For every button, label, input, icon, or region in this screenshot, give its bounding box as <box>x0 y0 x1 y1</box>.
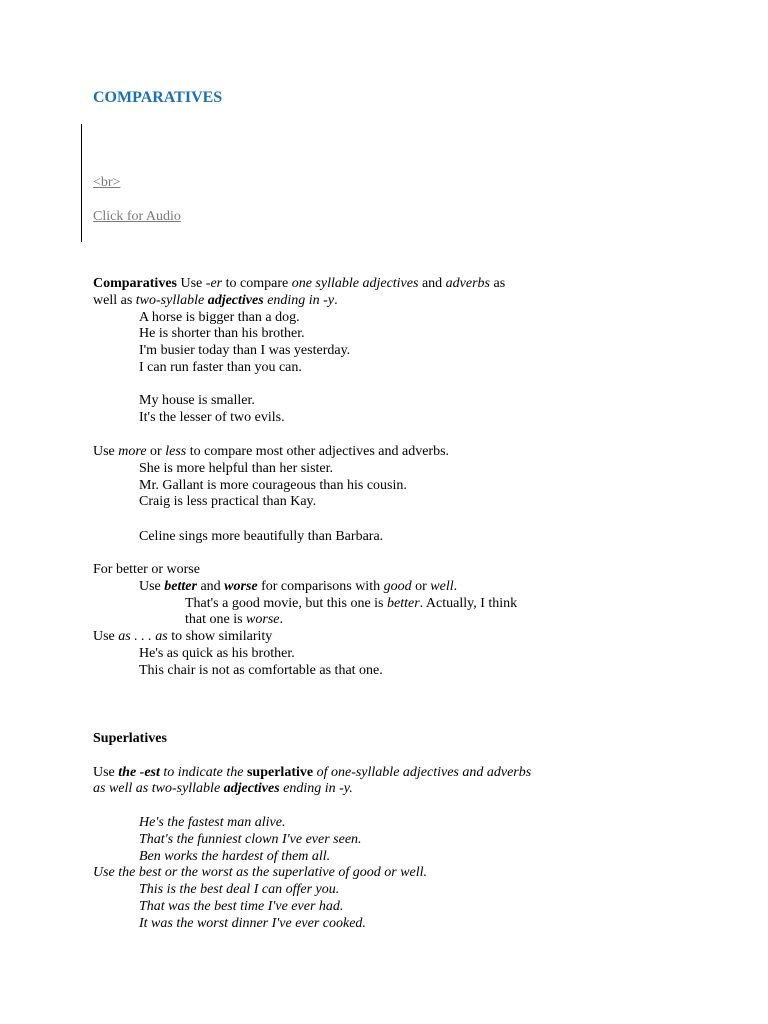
better-worse-line <box>139 578 457 595</box>
text-run: to compare most other adjectives and adverbs. <box>186 444 450 459</box>
example-line: I can run faster than you can. <box>139 360 302 375</box>
more-less-line <box>93 443 449 460</box>
left-rule-divider <box>81 124 82 242</box>
text-run: That's a good movie, but this one is <box>185 596 388 611</box>
intro-text: Use <box>177 276 206 291</box>
term-less: less <box>165 444 187 459</box>
text-run: Use <box>93 629 119 644</box>
term-better: better <box>164 579 197 594</box>
term-good: good <box>383 579 412 594</box>
term-more: more <box>118 444 147 459</box>
intro-text: and <box>418 276 446 291</box>
best-worst-line: Use the best or the worst as the superlative of good or well. <box>93 865 428 880</box>
better-worse-heading: For better or worse <box>93 562 200 577</box>
example-line: My house is smaller. <box>139 393 255 408</box>
text-run: . Actually, I think <box>419 596 518 611</box>
intro-text: well as <box>93 293 136 308</box>
superlatives-heading: Superlatives <box>93 731 167 746</box>
term-adjectives: adjectives <box>223 781 280 796</box>
intro-er: -er <box>205 276 223 291</box>
example-line: Craig is less practical than Kay. <box>139 494 317 509</box>
intro-adverbs: adverbs <box>445 276 490 291</box>
term-worse: worse <box>224 579 258 594</box>
text-run: for comparisons with <box>257 579 384 594</box>
text-run: or <box>411 579 431 594</box>
example-line: This is the best deal I can offer you. <box>139 882 340 897</box>
text-run: Use <box>93 444 119 459</box>
text-run: and <box>196 579 225 594</box>
superlatives-intro-line1 <box>93 764 531 781</box>
example-line: He's the fastest man alive. <box>139 815 286 830</box>
superlatives-intro-line2 <box>93 780 353 797</box>
intro-text: as <box>489 276 506 291</box>
text-run: or <box>146 444 166 459</box>
text-run: . <box>453 579 458 594</box>
example-line: Celine sings more beautifully than Barbara. <box>139 529 384 544</box>
term-the-est: the -est <box>118 765 160 780</box>
example-line: Ben works the hardest of them all. <box>139 849 331 864</box>
intro-adjectives: adjectives <box>207 293 264 308</box>
term-superlative: superlative <box>246 765 314 780</box>
intro-two-syllable: two-syllable <box>135 293 208 308</box>
example-line: A horse is bigger than a dog. <box>139 310 300 325</box>
text-run: Use <box>93 765 119 780</box>
example-line: She is more helpful than her sister. <box>139 461 334 476</box>
text-run: as well as two-syllable <box>93 781 224 796</box>
example-line: I'm busier today than I was yesterday. <box>139 343 351 358</box>
text-run: ending in -y. <box>279 781 353 796</box>
as-as-line <box>93 628 272 645</box>
term-better: better <box>387 596 420 611</box>
br-tag-link[interactable]: <br> <box>93 175 121 190</box>
example-line: That was the best time I've ever had. <box>139 899 344 914</box>
text-run: to show similarity <box>167 629 273 644</box>
intro-one-syllable: one syllable adjectives <box>291 276 419 291</box>
example-line: This chair is not as comfortable as that one. <box>139 663 383 678</box>
term-as-as: as . . . as <box>118 629 168 644</box>
comparatives-intro-line2 <box>93 292 338 309</box>
text-run: of one-syllable adjectives and adverbs <box>313 765 532 780</box>
text-run: to indicate the <box>159 765 247 780</box>
term-worse: worse <box>246 612 280 627</box>
example-line: It's the lesser of two evils. <box>139 410 285 425</box>
better-example-line1 <box>185 595 517 612</box>
intro-ending: ending in -y <box>263 293 335 308</box>
example-line: That's the funniest clown I've ever seen. <box>139 832 362 847</box>
example-line: It was the worst dinner I've ever cooked. <box>139 916 366 931</box>
audio-link[interactable]: Click for Audio <box>93 209 181 224</box>
text-run: Use <box>139 579 165 594</box>
comparatives-heading: Comparatives <box>93 276 177 291</box>
comparatives-intro-line1 <box>93 275 505 292</box>
example-line: He is shorter than his brother. <box>139 326 305 341</box>
term-well: well <box>430 579 454 594</box>
intro-text: . <box>334 293 338 308</box>
text-run: . <box>279 612 283 627</box>
page-title: COMPARATIVES <box>93 89 223 106</box>
text-run: that one is <box>185 612 247 627</box>
example-line: He's as quick as his brother. <box>139 646 295 661</box>
example-line: Mr. Gallant is more courageous than his cousin. <box>139 478 407 493</box>
intro-text: to compare <box>222 276 292 291</box>
better-example-line2 <box>185 611 283 628</box>
